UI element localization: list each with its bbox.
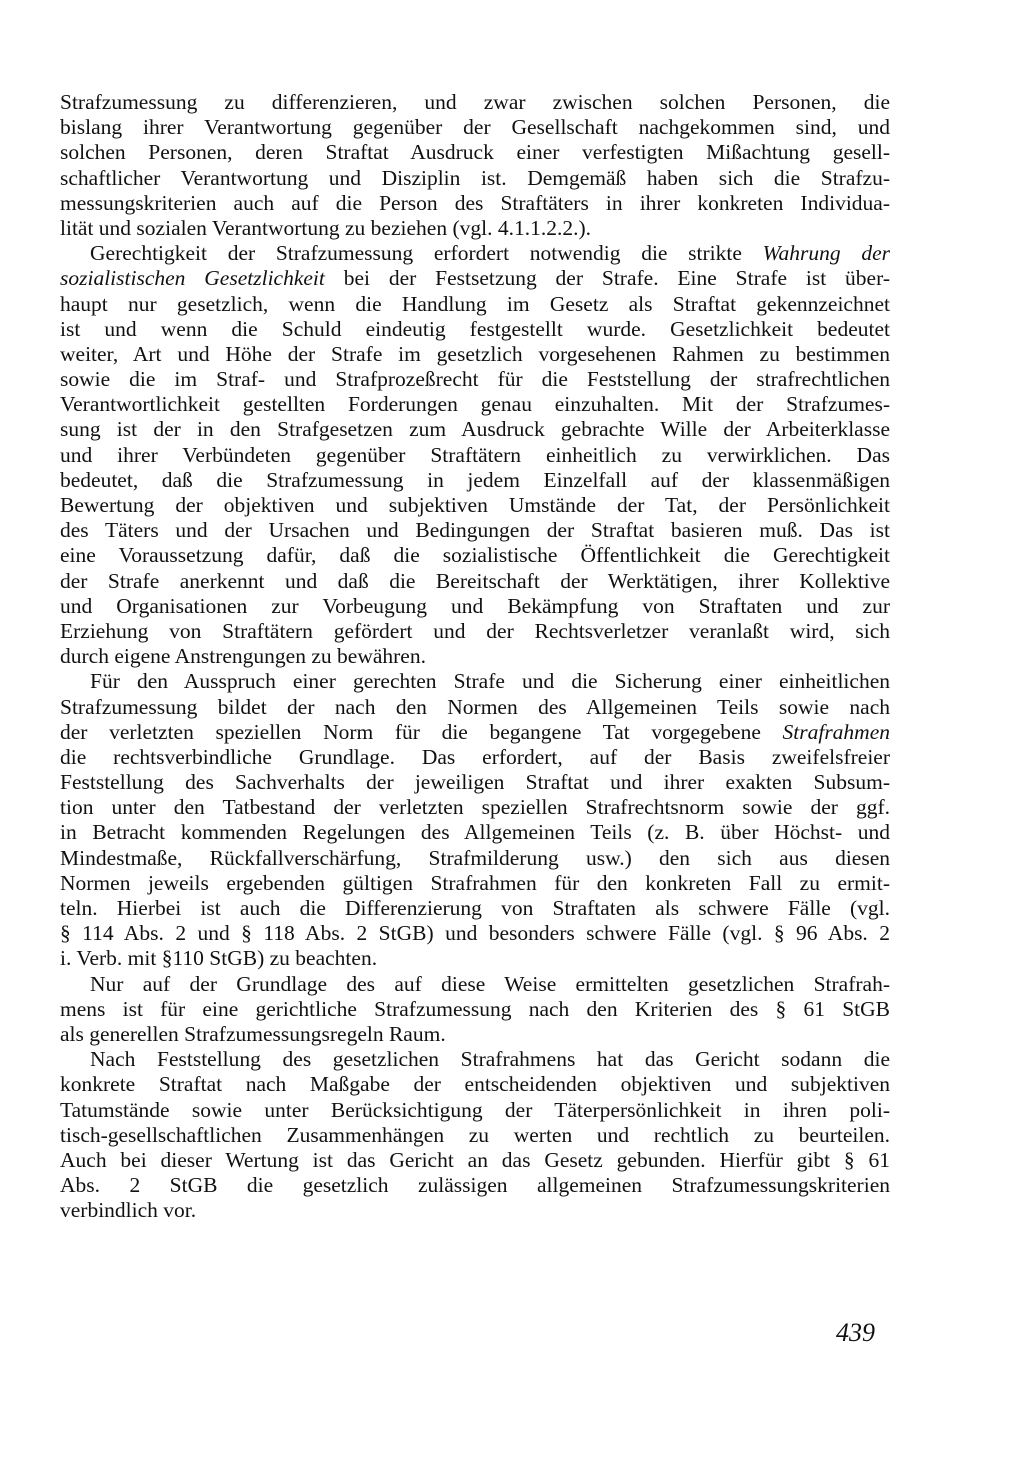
- text-line: [60, 367, 890, 392]
- text-line: [60, 417, 890, 442]
- text-segment: tion unter den Tatbestand der verletzten speziellen Strafrechtsnorm sowie der ggf.: [60, 795, 890, 820]
- text-segment: schaftlicher Verantwortung und Disziplin ist. Demgemäß haben sich die Strafzu-: [60, 165, 890, 190]
- text-line: [60, 1123, 890, 1148]
- paragraph: [60, 90, 890, 241]
- text-line: [60, 644, 890, 669]
- text-segment: teln. Hierbei ist auch die Differenzierung von Straftaten als schwere Fälle (vgl.: [60, 896, 890, 920]
- text-segment: bedeutet, daß die Strafzumessung in jedem Einzelfall auf der klassenmäßigen: [60, 467, 890, 492]
- text-line: [60, 115, 890, 140]
- text-segment: eine Voraussetzung dafür, daß die sozialistische Öffentlichkeit die Gerechtigkeit: [60, 543, 890, 568]
- text-segment: als generellen Strafzumessungsregeln Raum.: [60, 1021, 446, 1046]
- text-segment: sung ist der in den Strafgesetzen zum Ausdruck gebrachte Wille der Arbeiterklasse: [60, 417, 890, 442]
- text-segment: Feststellung des Sachverhalts der jeweiligen Straftat und ihrer exakten Subsum-: [60, 770, 890, 795]
- text-line: [60, 669, 890, 694]
- paragraph: [60, 1047, 890, 1223]
- text-segment: i. Verb. mit §110 StGB) zu beachten.: [60, 946, 378, 971]
- text-line: [60, 493, 890, 518]
- text-segment: die rechtsverbindliche Grundlage. Das erfordert, auf der Basis zweifelsfreier: [60, 744, 890, 769]
- text-segment: tisch-gesellschaftlichen Zusammenhängen zu werten und rechtlich zu beurteilen.: [60, 1122, 890, 1147]
- text-segment: Erziehung von Straftätern gefördert und der Rechtsverletzer veranlaßt wird, sich: [60, 618, 890, 643]
- text-segment: Strafzumessung bildet der nach den Normen des Allgemeinen Teils sowie nach: [60, 694, 890, 719]
- text-segment: Tatumstände sowie unter Berücksichtigung der Täterpersönlichkeit in ihren poli-: [60, 1097, 890, 1122]
- text-line: [60, 921, 890, 946]
- text-segment: ist und wenn die Schuld eindeutig festgestellt wurde. Gesetzlichkeit bedeutet: [60, 316, 890, 341]
- text-line: [60, 871, 890, 896]
- emphasized-text: Strafrahmen: [782, 719, 890, 744]
- text-line: [60, 140, 890, 165]
- text-line: [60, 468, 890, 493]
- text-line: [60, 846, 890, 871]
- text-segment: Strafzumessung zu differenzieren, und zwar zwischen solchen Personen, die: [60, 90, 890, 114]
- text-segment: Nach Feststellung des gesetzlichen Strafrahmens hat das Gericht sodann die: [90, 1047, 890, 1072]
- text-segment: Abs. 2 StGB die gesetzlich zulässigen allgemeinen Strafzumessungskriterien: [60, 1173, 890, 1198]
- text-segment: § 114 Abs. 2 und § 118 Abs. 2 StGB) und besonders schwere Fälle (vgl. § 96 Abs. 2: [60, 921, 890, 946]
- text-segment: durch eigene Anstrengungen zu bewähren.: [60, 644, 426, 669]
- text-segment: verbindlich vor.: [60, 1198, 197, 1223]
- text-segment: Verantwortlichkeit gestellten Forderungen genau einzuhalten. Mit der Strafzumes-: [60, 392, 890, 417]
- text-line: [60, 518, 890, 543]
- text-segment: in Betracht kommenden Regelungen des Allgemeinen Teils (z. B. über Höchst- und: [60, 820, 890, 845]
- text-line: [60, 820, 890, 845]
- text-line: [60, 1173, 890, 1198]
- text-line: [60, 1098, 890, 1123]
- text-segment: mens ist für eine gerichtliche Strafzumessung nach den Kriterien des § 61 StGB: [60, 996, 890, 1021]
- text-line: [60, 795, 890, 820]
- text-segment: Mindestmaße, Rückfallverschärfung, Strafmilderung usw.) den sich aus diesen: [60, 845, 890, 870]
- text-segment: messungskriterien auch auf die Person des Straftäters in ihrer konkreten Individua-: [60, 190, 890, 215]
- text-segment: der verletzten speziellen Norm für die begangene Tat vorgegebene: [60, 719, 783, 744]
- text-line: [60, 166, 890, 191]
- text-line: [60, 443, 890, 468]
- text-segment: und Organisationen zur Vorbeugung und Bekämpfung von Straftaten und zur: [60, 593, 890, 618]
- text-segment: konkrete Straftat nach Maßgabe der entscheidenden objektiven und subjektiven: [60, 1072, 890, 1097]
- paragraph: [60, 241, 890, 669]
- text-line: [60, 191, 890, 216]
- text-line: [60, 720, 890, 745]
- text-segment: des Täters und der Ursachen und Bedingungen der Straftat basieren muß. Das ist: [60, 518, 890, 543]
- text-line: [60, 770, 890, 795]
- text-segment: der Strafe anerkennt und daß die Bereitschaft der Werktätigen, ihrer Kollektive: [60, 568, 890, 593]
- emphasized-text: Wahrung der: [762, 241, 890, 266]
- text-line: [60, 972, 890, 997]
- text-segment: Auch bei dieser Wertung ist das Gericht an das Gesetz gebunden. Hierfür gibt § 61: [60, 1147, 890, 1172]
- text-line: [60, 317, 890, 342]
- text-line: [60, 392, 890, 417]
- text-line: [60, 1198, 890, 1223]
- paragraph: [60, 972, 890, 1048]
- page-number: 439: [836, 1318, 875, 1347]
- body-text: [60, 90, 890, 1223]
- text-line: [60, 569, 890, 594]
- text-segment: sowie die im Straf- und Strafprozeßrecht für die Feststellung der strafrechtlichen: [60, 367, 890, 392]
- text-line: [60, 241, 890, 266]
- text-segment: und ihrer Verbündeten gegenüber Straftätern einheitlich zu verwirklichen. Das: [60, 442, 890, 467]
- text-line: [60, 266, 890, 291]
- text-segment: lität und sozialen Verantwortung zu beziehen (vgl. 4.1.1.2.2.).: [60, 215, 591, 240]
- text-line: [60, 1047, 890, 1072]
- text-segment: Normen jeweils ergebenden gültigen Strafrahmen für den konkreten Fall zu ermit-: [60, 870, 890, 895]
- text-segment: bislang ihrer Verantwortung gegenüber der Gesellschaft nachgekommen sind, und: [60, 115, 890, 140]
- emphasized-text: sozialistischen Gesetzlichkeit: [60, 266, 325, 291]
- text-line: [60, 695, 890, 720]
- text-line: [60, 1148, 890, 1173]
- text-line: [60, 342, 890, 367]
- text-line: [60, 543, 890, 568]
- text-line: [60, 896, 890, 921]
- text-segment: haupt nur gesetzlich, wenn die Handlung im Gesetz als Straftat gekennzeichnet: [60, 291, 890, 316]
- text-segment: Gerechtigkeit der Strafzumessung erfordert notwendig die strikte: [90, 241, 763, 266]
- text-segment: solchen Personen, deren Straftat Ausdruck einer verfestigten Mißachtung gesell-: [60, 140, 890, 165]
- text-line: [60, 90, 890, 115]
- text-segment: Für den Ausspruch einer gerechten Strafe und die Sicherung einer einheitlichen: [90, 669, 890, 694]
- text-segment: Nur auf der Grundlage des auf diese Weise ermittelten gesetzlichen Strafrah-: [90, 971, 890, 996]
- text-segment: bei der Festsetzung der Strafe. Eine Strafe ist über-: [324, 266, 890, 291]
- paragraph: [60, 669, 890, 971]
- text-line: [60, 745, 890, 770]
- text-line: [60, 1022, 890, 1047]
- text-line: [60, 946, 890, 971]
- text-segment: weiter, Art und Höhe der Strafe im gesetzlich vorgesehenen Rahmen zu bestimmen: [60, 341, 890, 366]
- text-line: [60, 619, 890, 644]
- text-line: [60, 216, 890, 241]
- text-segment: Bewertung der objektiven und subjektiven Umstände der Tat, der Persönlichkeit: [60, 493, 890, 517]
- text-line: [60, 1072, 890, 1097]
- text-line: [60, 292, 890, 317]
- text-line: [60, 594, 890, 619]
- text-line: [60, 997, 890, 1022]
